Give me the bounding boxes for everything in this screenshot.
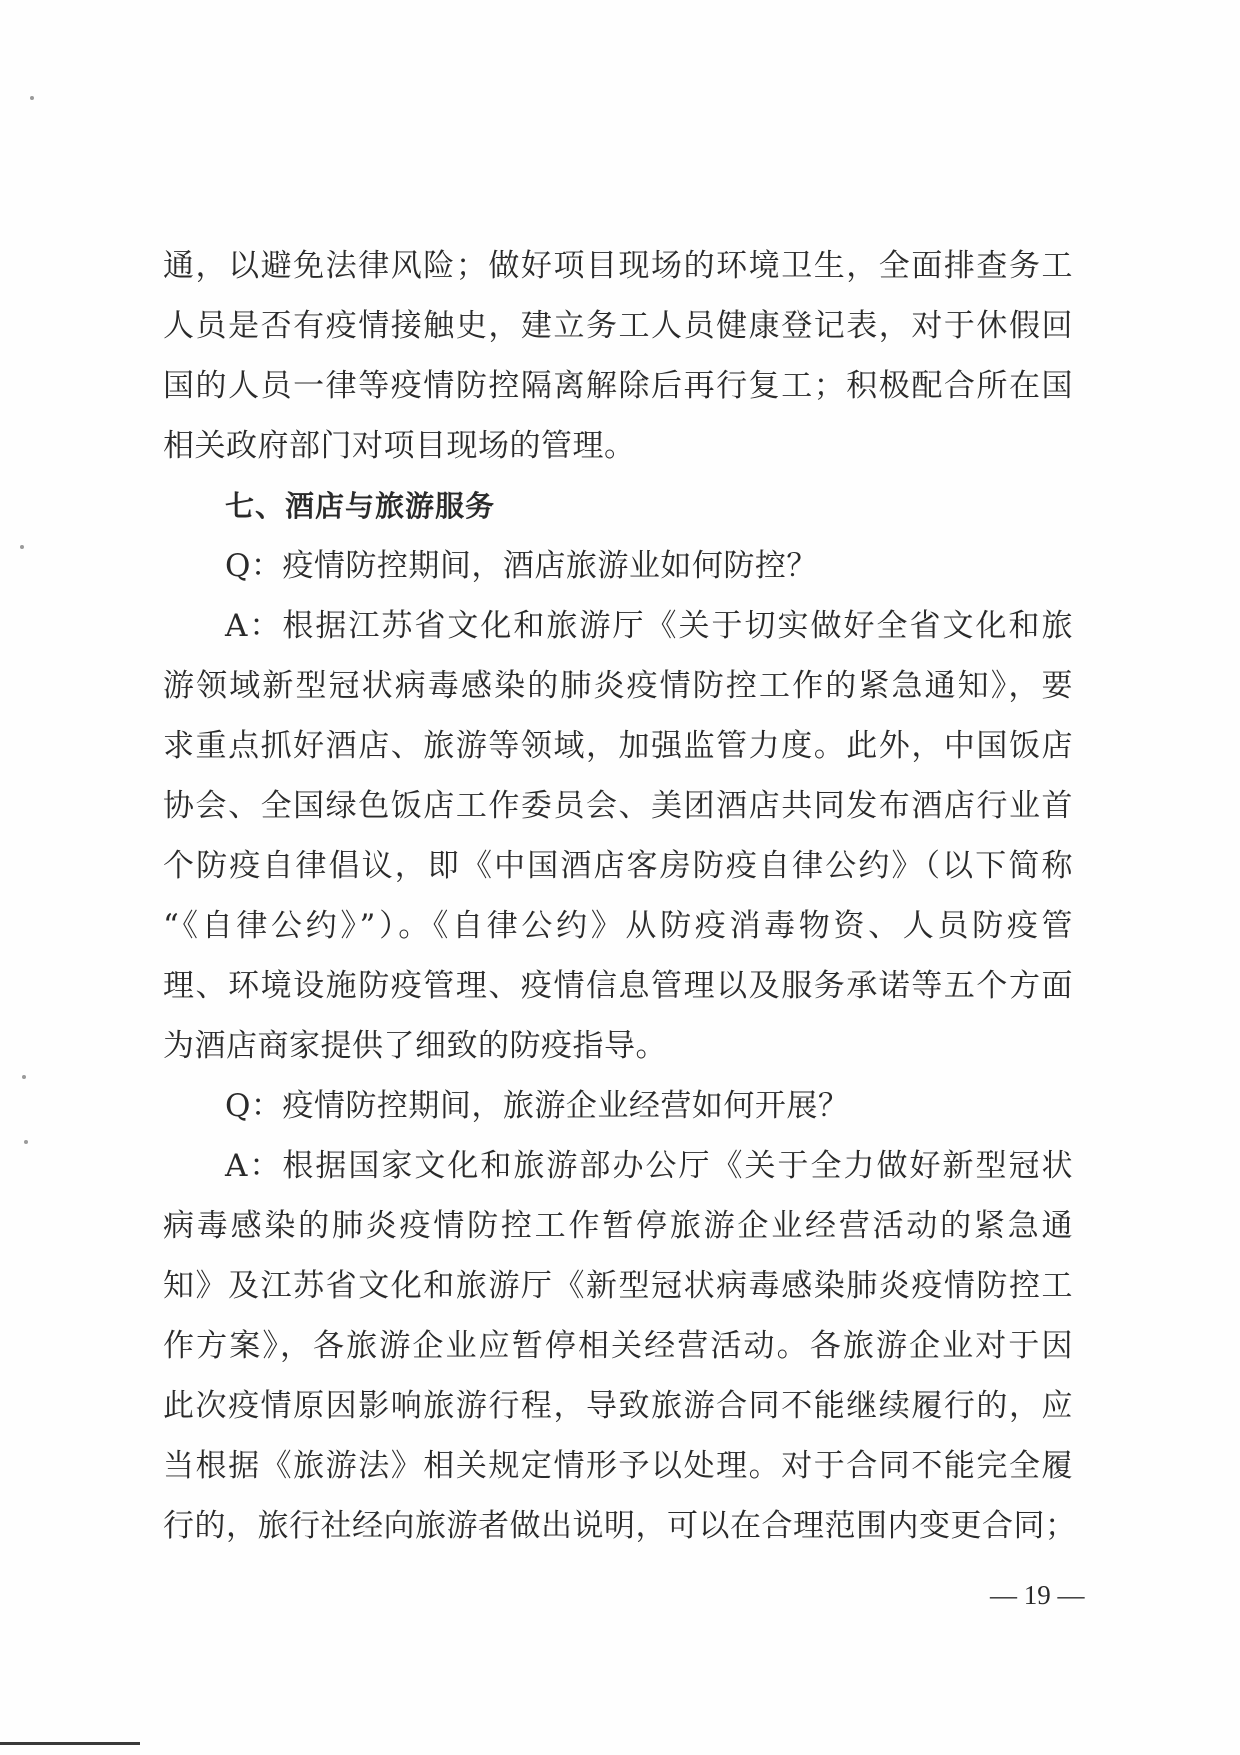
- paragraph-line: “《自律公约》”）。《自律公约》从防疫消毒物资、人员防疫管: [163, 908, 1073, 944]
- paragraph-line: 国的人员一律等疫情防控隔离解除后再行复工；积极配合所在国: [163, 368, 1073, 404]
- scan-speck: [30, 96, 34, 100]
- section-heading: 七、酒店与旅游服务: [225, 489, 496, 523]
- answer-line: A：根据国家文化和旅游部办公厅《关于全力做好新型冠状: [225, 1148, 1073, 1184]
- answer-line: A：根据江苏省文化和旅游厅《关于切实做好全省文化和旅: [225, 608, 1073, 644]
- paragraph-line: 为酒店商家提供了细致的防疫指导。: [163, 1028, 667, 1064]
- page-number: — 19 —: [990, 1580, 1085, 1610]
- paragraph-line: 相关政府部门对项目现场的管理。: [163, 428, 636, 464]
- scan-edge-line: [0, 1742, 140, 1745]
- scan-speck: [20, 545, 24, 549]
- paragraph-line: 游领域新型冠状病毒感染的肺炎疫情防控工作的紧急通知》，要: [163, 668, 1073, 704]
- paragraph-line: 人员是否有疫情接触史，建立务工人员健康登记表，对于休假回: [163, 308, 1073, 344]
- paragraph-line: 当根据《旅游法》相关规定情形予以处理。对于合同不能完全履: [163, 1448, 1073, 1484]
- scan-speck: [22, 1075, 26, 1079]
- paragraph-line: 此次疫情原因影响旅游行程，导致旅游合同不能继续履行的，应: [163, 1388, 1073, 1424]
- paragraph-line: 病毒感染的肺炎疫情防控工作暂停旅游企业经营活动的紧急通: [163, 1208, 1073, 1244]
- paragraph-line: 通，以避免法律风险；做好项目现场的环境卫生，全面排查务工: [163, 248, 1073, 284]
- question-line: Q：疫情防控期间，旅游企业经营如何开展？: [225, 1088, 850, 1124]
- question-line: Q：疫情防控期间，酒店旅游业如何防控？: [225, 548, 818, 584]
- paragraph-line: 个防疫自律倡议，即《中国酒店客房防疫自律公约》（以下简称: [163, 848, 1073, 884]
- paragraph-line: 行的，旅行社经向旅游者做出说明，可以在合理范围内变更合同；: [163, 1508, 1077, 1544]
- paragraph-line: 理、环境设施防疫管理、疫情信息管理以及服务承诺等五个方面: [163, 968, 1073, 1004]
- paragraph-line: 作方案》，各旅游企业应暂停相关经营活动。各旅游企业对于因: [163, 1328, 1073, 1364]
- paragraph-line: 求重点抓好酒店、旅游等领域，加强监管力度。此外，中国饭店: [163, 728, 1073, 764]
- body-text: [163, 236, 1077, 1556]
- scan-speck: [24, 1140, 28, 1144]
- paragraph-line: 知》及江苏省文化和旅游厅《新型冠状病毒感染肺炎疫情防控工: [163, 1268, 1073, 1304]
- paragraph-line: 协会、全国绿色饭店工作委员会、美团酒店共同发布酒店行业首: [163, 788, 1073, 824]
